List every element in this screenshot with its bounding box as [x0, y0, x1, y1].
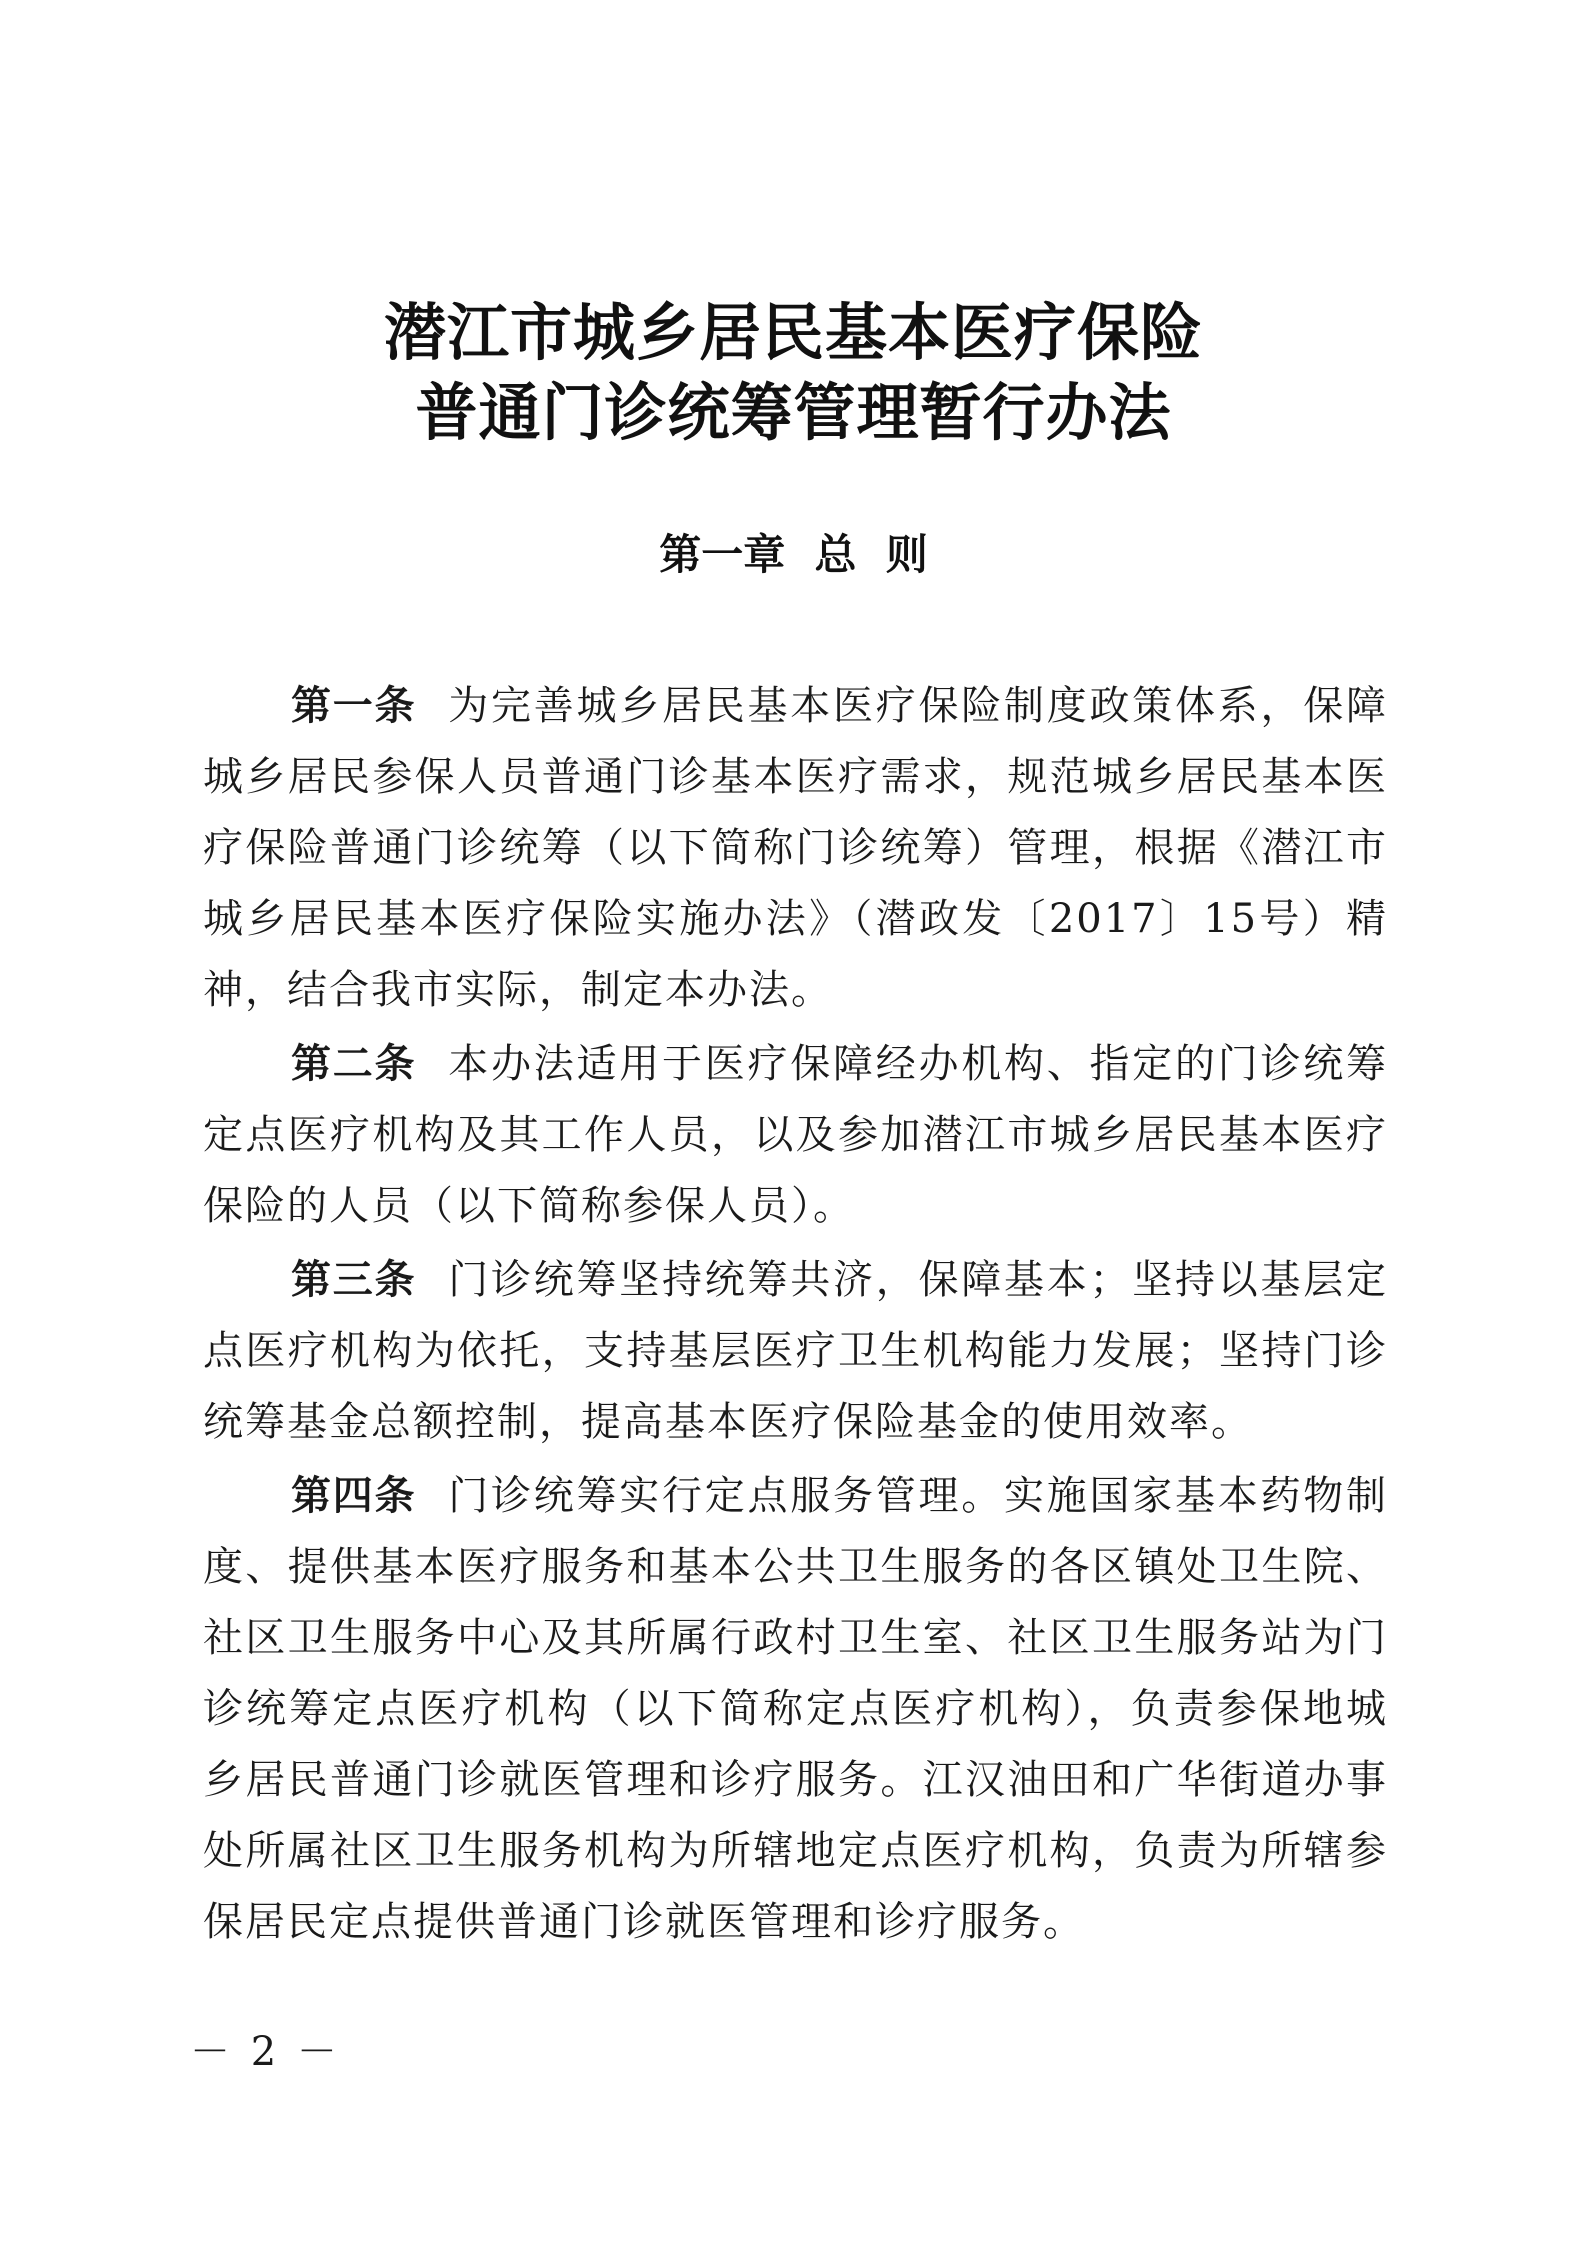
article-3	[203, 1245, 1388, 1458]
article-text: 门诊统筹坚持统筹共济，保障基本；坚持以基层定点医疗机构为依托，支持基层医疗卫生机构能力发展；坚持门诊统筹基金总额控制，提高基本医疗保险基金的使用效率。	[203, 1257, 1388, 1445]
document-body	[203, 671, 1388, 1961]
article-text: 为完善城乡居民基本医疗保险制度政策体系，保障城乡居民参保人员普通门诊基本医疗需求，规范城乡居民基本医疗保险普通门诊统筹（以下简称门诊统筹）管理，根据《潜江市城乡居民基本医疗保险实施办法》（潜政发〔2017〕15号）精神，结合我市实际，制定本办法。	[203, 683, 1388, 1013]
document-title-line-2: 普通门诊统筹管理暂行办法	[415, 376, 1172, 449]
article-label: 第三条	[291, 1257, 417, 1303]
chapter-heading: 第一章 总 则	[659, 530, 928, 579]
page-number: － 2 －	[190, 2029, 341, 2075]
document-title-line-1: 潜江市城乡居民基本医疗保险	[383, 296, 1203, 369]
article-label: 第一条	[291, 683, 417, 729]
article-4	[203, 1461, 1388, 1958]
article-text: 门诊统筹实行定点服务管理。实施国家基本药物制度、提供基本医疗服务和基本公共卫生服务的各区镇处卫生院、社区卫生服务中心及其所属行政村卫生室、社区卫生服务站为门诊统筹定点医疗机构（以下简称定点医疗机构），负责参保地城乡居民普通门诊就医管理和诊疗服务。江汉油田和广华街道办事处所属社区卫生服务机构为所辖地定点医疗机构，负责为所辖参保居民定点提供普通门诊就医管理和诊疗服务。	[203, 1473, 1388, 1945]
article-2	[203, 1029, 1388, 1242]
article-label: 第二条	[291, 1041, 417, 1087]
article-label: 第四条	[291, 1473, 417, 1519]
article-1	[203, 671, 1388, 1026]
article-text: 本办法适用于医疗保障经办机构、指定的门诊统筹定点医疗机构及其工作人员，以及参加潜江市城乡居民基本医疗保险的人员（以下简称参保人员）。	[203, 1041, 1388, 1229]
